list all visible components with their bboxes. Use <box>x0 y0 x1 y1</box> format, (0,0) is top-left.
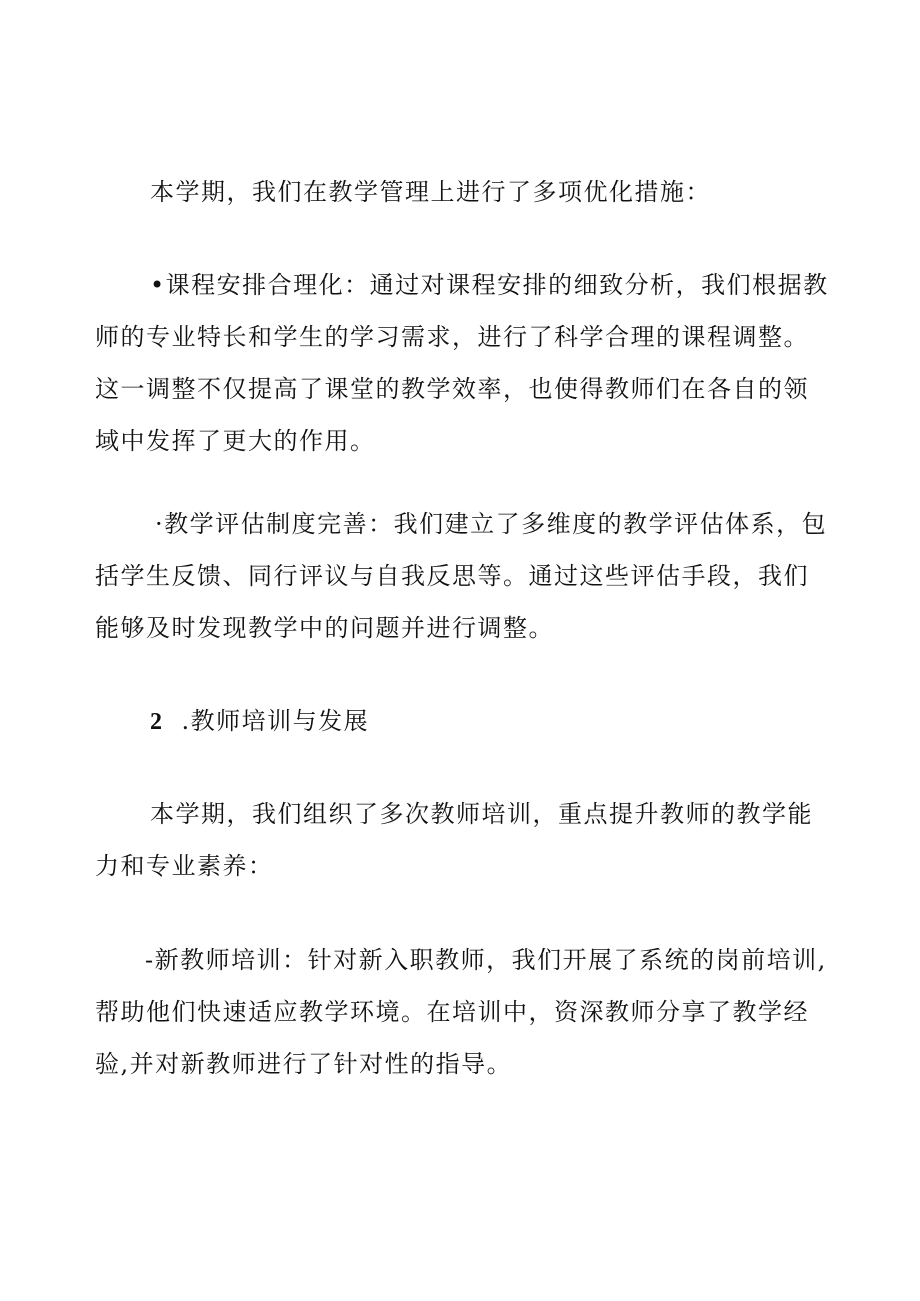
intro-paragraph: 本学期，我们在教学管理上进行了多项优化措施： <box>150 178 711 206</box>
section-number: 2 <box>150 709 164 735</box>
bullet-course-arrangement: •课程安排合理化：通过对课程安排的细致分析，我们根据教师的专业特长和学生的学习需求，进行了科学合理的课程调整。这一调整不仅提高了课堂的教学效率，也使得教师们在各自的领域中发挥了更大的作用。 <box>95 271 829 455</box>
bullet-teaching-evaluation: ·教学评估制度完善：我们建立了多维度的教学评估体系，包括学生反馈、同行评议与自我反思等。通过这些评估手段，我们能够及时发现教学中的问题并进行调整。 <box>95 510 828 642</box>
bullet-new-teacher-training: -新教师培训：针对新入职教师，我们开展了系统的岗前培训,帮助他们快速适应教学环境。在培训中，资深教师分享了教学经验,并对新教师进行了针对性的指导。 <box>95 946 827 1078</box>
training-intro-paragraph: 本学期，我们组织了多次教师培训，重点提升教师的教学能力和专业素养： <box>95 800 813 880</box>
section-title: .教师培训与发展 <box>181 707 370 735</box>
section-heading-teacher-training <box>95 695 830 748</box>
